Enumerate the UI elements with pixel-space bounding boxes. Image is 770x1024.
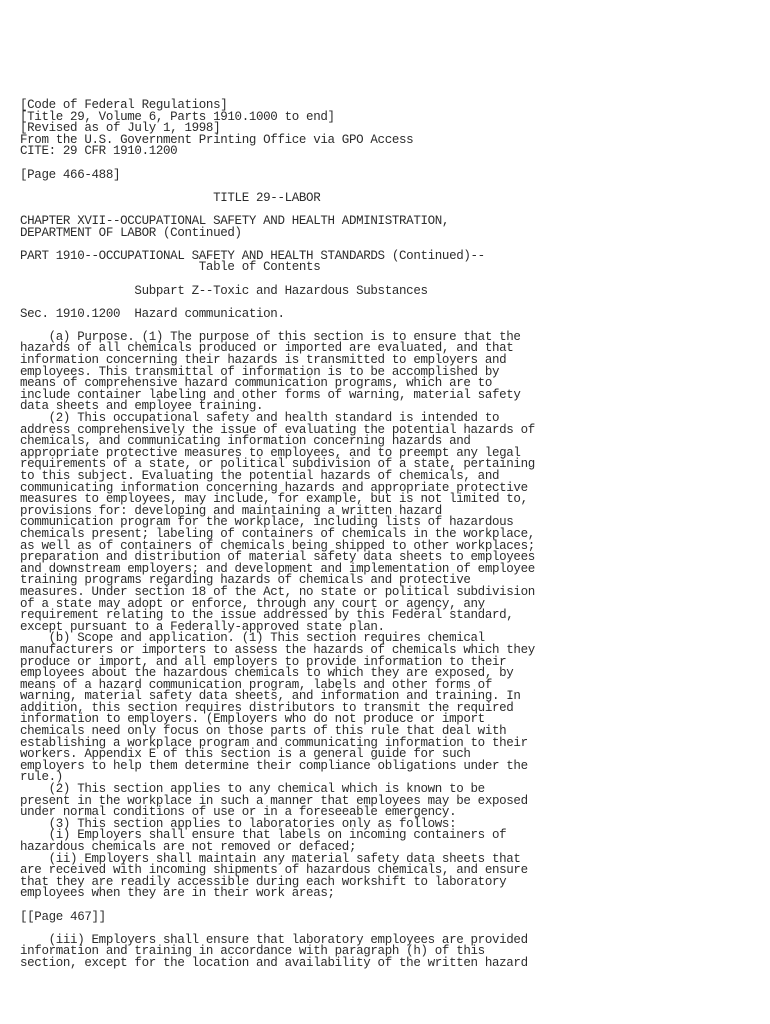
text-line: that they are readily accessible during each workshift to laboratory [20,874,507,889]
document-body [20,100,760,970]
text-line: rule.) [20,770,63,785]
text-line: under normal conditions of use or in a foreseeable emergency. [20,805,457,820]
text-line: employees when they are in their work areas; [20,886,335,901]
text-line: (ii) Employers shall maintain any material safety data sheets that [20,851,521,866]
text-line: except pursuant to a Federally-approved state plan. [20,619,385,634]
text-line: preparation and distribution of material safety data sheets to employees [20,550,535,565]
text-line: address comprehensively the issue of evaluating the potential hazards of [20,422,535,437]
text-line: communication program for the workplace, including lists of hazardous [20,515,514,530]
text-line: hazardous chemicals are not removed or defaced; [20,840,357,854]
text-line: requirement relating to the issue addressed by this Federal standard, [20,608,514,623]
title-heading: TITLE 29--LABOR [20,190,321,205]
text-line: addition, this section requires distributors to transmit the required [20,700,514,715]
header-line: [Title 29, Volume 6, Parts 1910.1000 to end] [20,109,335,124]
text-line: measures to employees, may include, for example, but is not limited to, [20,492,528,507]
text-line: chemicals need only focus on those parts of this rule that deal with [20,724,507,739]
text-line: workers. Appendix E of this section is a general guide for such [20,747,471,762]
text-line: warning, material safety data sheets, and information and training. In [20,689,521,704]
text-line: measures. Under section 18 of the Act, no state or political subdivision [20,584,535,599]
text-line: means of comprehensive hazard communication programs, which are to [20,376,492,391]
spacer [20,900,760,912]
text-line: hazards of all chemicals produced or imported are evaluated, and that [20,341,514,356]
text-line: are received with incoming shipments of hazardous chemicals, and ensure [20,863,528,878]
text-line: chemicals present; labeling of containers of chemicals in the workplace, [20,526,535,541]
chapter-line: DEPARTMENT OF LABOR (Continued) [20,225,242,240]
section-heading: Sec. 1910.1200 Hazard communication. [20,306,285,321]
text-line: (b) Scope and application. (1) This section requires chemical [20,631,485,646]
text-line: data sheets and employee training. [20,399,264,414]
text-line: include container labeling and other forms of warning, material safety [20,387,521,402]
continuation-text [20,932,760,970]
page-marker: [[Page 467]] [20,909,106,924]
text-line: requirements of a state, or political subdivision of a state, pertaining [20,457,535,472]
section-text [20,329,760,901]
header-line: [Code of Federal Regulations] [20,98,228,112]
text-line: and downstream employers; and development and implementation of employee [20,561,535,576]
text-line: chemicals, and communicating information concerning hazards and [20,434,471,449]
part-line: Table of Contents [20,260,321,275]
part-heading [20,248,760,275]
chapter-line: CHAPTER XVII--OCCUPATIONAL SAFETY AND HEALTH ADMINISTRATION, [20,213,450,228]
text-line: employees. This transmittal of information is to be accomplished by [20,364,500,379]
text-line: (i) Employers shall ensure that labels on incoming containers of [20,828,507,843]
header-line: From the U.S. Government Printing Office via GPO Access [20,132,414,147]
text-line: present in the workplace in such a manner that employees may be exposed [20,793,528,808]
chapter-heading [20,213,760,240]
text-line: information to employers. (Employers who do not produce or import [20,712,485,727]
header-line: [Revised as of July 1, 1998] [20,121,221,136]
text-line: (a) Purpose. (1) The purpose of this section is to ensure that the [20,329,521,344]
text-line: communicating information concerning hazards and appropriate protective [20,480,528,495]
header-line: CITE: 29 CFR 1910.1200 [20,144,178,159]
source-header [20,100,760,158]
text-line: employees about the hazardous chemicals to which they are exposed, by [20,666,514,681]
text-line: (iii) Employers shall ensure that laboratory employees are provided [20,932,528,947]
text-line: of a state may adopt or enforce, through any court or agency, any [20,596,485,611]
text-line: employers to help them determine their compliance obligations under the [20,758,528,773]
page-range: [Page 466-488] [20,167,121,182]
text-line: (3) This section applies to laboratories only as follows: [20,816,457,831]
text-line: manufacturers or importers to assess the hazards of chemicals which they [20,642,535,657]
text-line: provisions for: developing and maintaining a written hazard [20,503,442,518]
text-line: means of a hazard communication program, labels and other forms of [20,677,492,692]
text-line: appropriate protective measures to employees, and to preempt any legal [20,445,521,460]
text-line: training programs regarding hazards of chemicals and protective [20,573,471,588]
part-line: PART 1910--OCCUPATIONAL SAFETY AND HEALTH STANDARDS (Continued)-- [20,248,485,263]
text-line: (2) This occupational safety and health standard is intended to [20,411,500,426]
text-line: section, except for the location and availability of the written hazard [20,955,528,970]
text-line: information concerning their hazards is transmitted to employers and [20,353,507,368]
text-line: as well as of containers of chemicals being shipped to other workplaces; [20,538,535,553]
text-line: produce or import, and all employers to provide information to their [20,654,507,669]
text-line: to this subject. Evaluating the potential hazards of chemicals, and [20,469,500,483]
text-line: (2) This section applies to any chemical which is known to be [20,782,485,797]
spacer [20,158,760,170]
text-line: information and training in accordance with paragraph (h) of this [20,944,485,959]
text-line: establishing a workplace program and communicating information to their [20,735,528,750]
subpart-heading: Subpart Z--Toxic and Hazardous Substances [20,283,428,298]
